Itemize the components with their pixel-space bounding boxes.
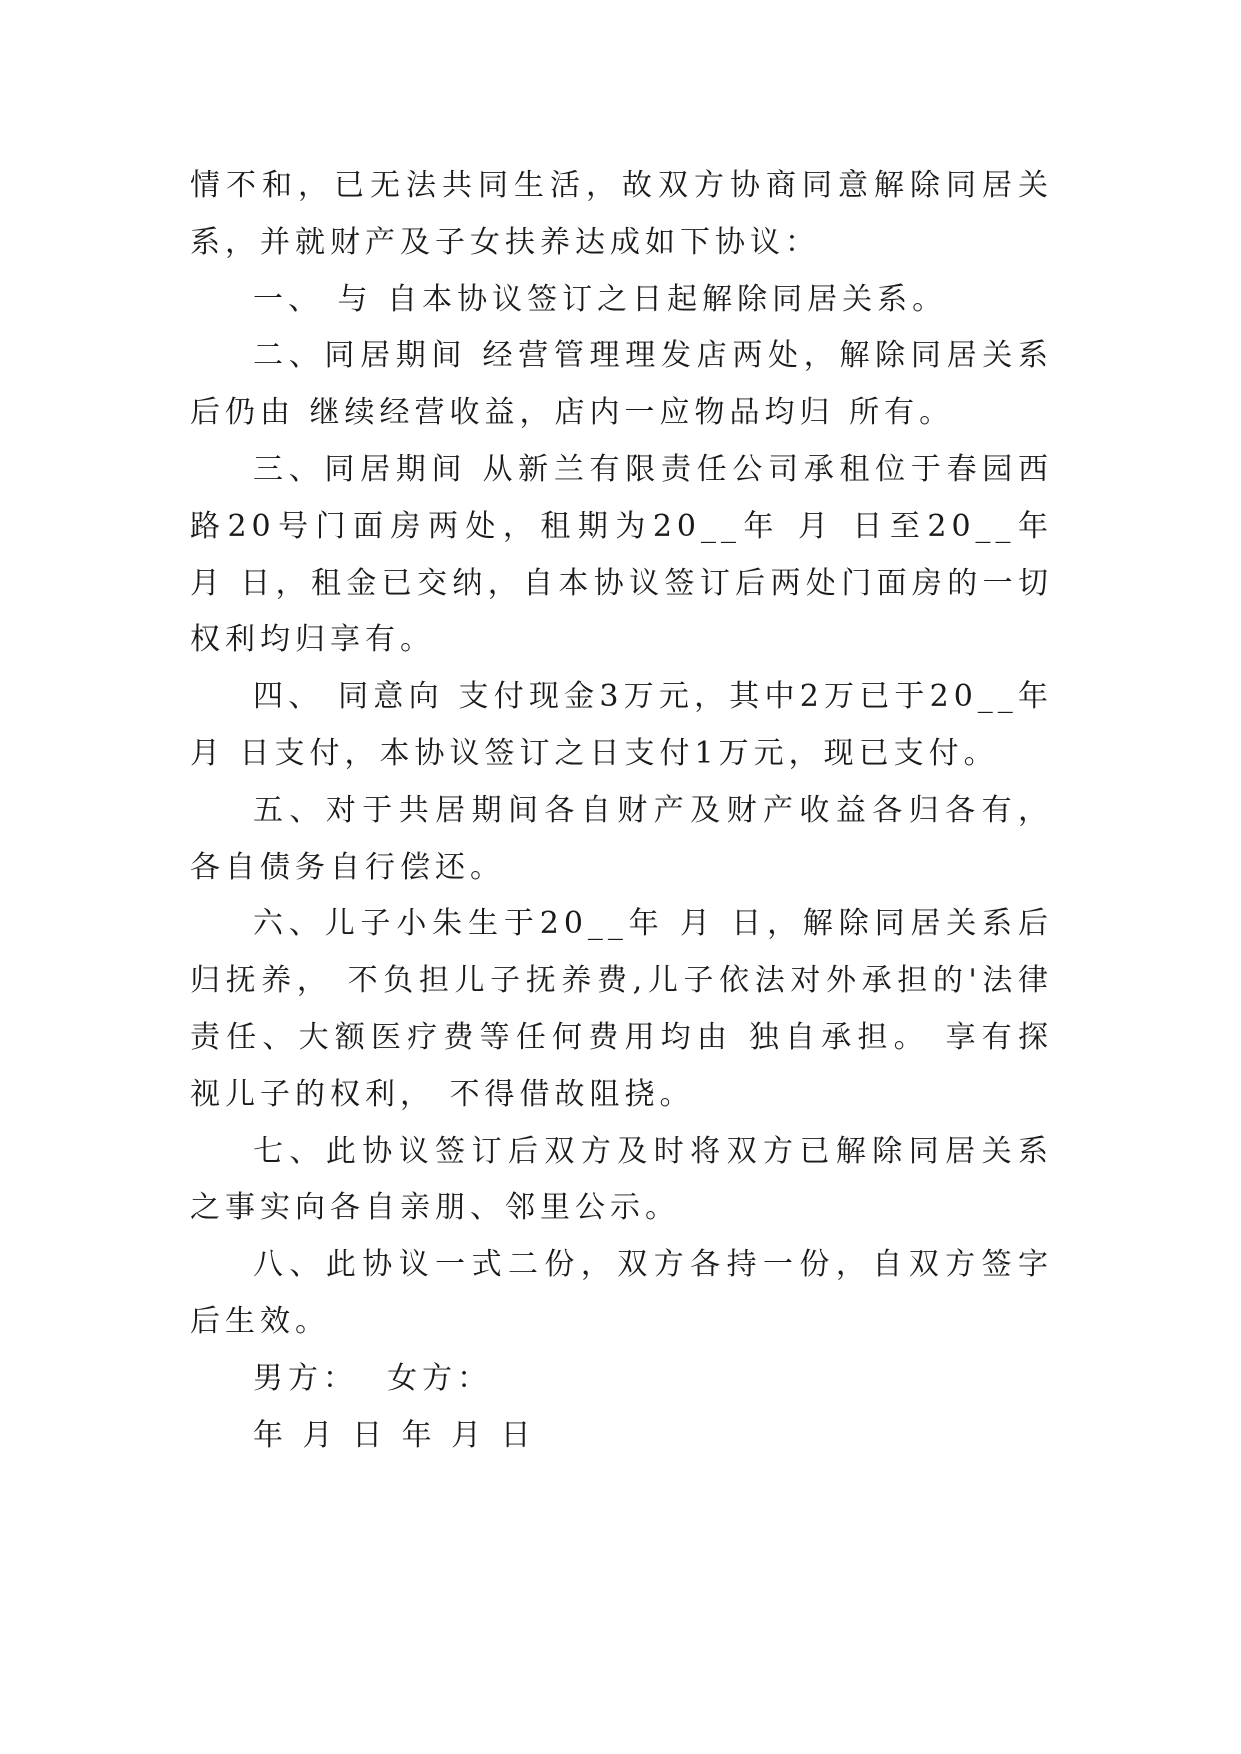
paragraph-intro: 情不和，已无法共同生活，故双方协商同意解除同居关系，并就财产及子女扶养达成如下协议： [190,168,1053,260]
clause-2: 二、同居期间 经营管理理发店两处，解除同居关系后仍由 继续经营收益，店内一应物品均归 所有。 [190,338,1053,431]
clause-6: 六、儿子小朱生于20__年 月 日，解除同居关系后归抚养， 不负担儿子抚养费,儿子依法对外承担的'法律责任、大额医疗费等任何费用均由 独自承担。 享有探视儿子的权利， 不得借故阻挠。 [190,906,1053,1112]
date-line: 年 月 日 年 月 日 [253,1417,536,1453]
clause-8: 八、此协议一式二份，双方各持一份，自双方签字后生效。 [190,1247,1053,1339]
clause-1: 一、 与 自本协议签订之日起解除同居关系。 [253,281,948,317]
signature-line: 男方： 女方： [253,1360,493,1396]
document-body [190,158,1053,1464]
clause-5: 五、对于共居期间各自财产及财产收益各归各有，各自债务自行偿还。 [190,792,1053,885]
clause-7: 七、此协议签订后双方及时将双方已解除同居关系之事实向各自亲朋、邻里公示。 [190,1133,1053,1226]
clause-4: 四、 同意向 支付现金3万元，其中2万已于20__年 月 日支付，本协议签订之日支付1万元，现已支付。 [190,679,1053,771]
clause-3: 三、同居期间 从新兰有限责任公司承租位于春园西路20号门面房两处，租期为20__年 月 日至20__年 月 日，租金已交纳，自本协议签订后两处门面房的一切权利均归享有。 [190,451,1053,658]
